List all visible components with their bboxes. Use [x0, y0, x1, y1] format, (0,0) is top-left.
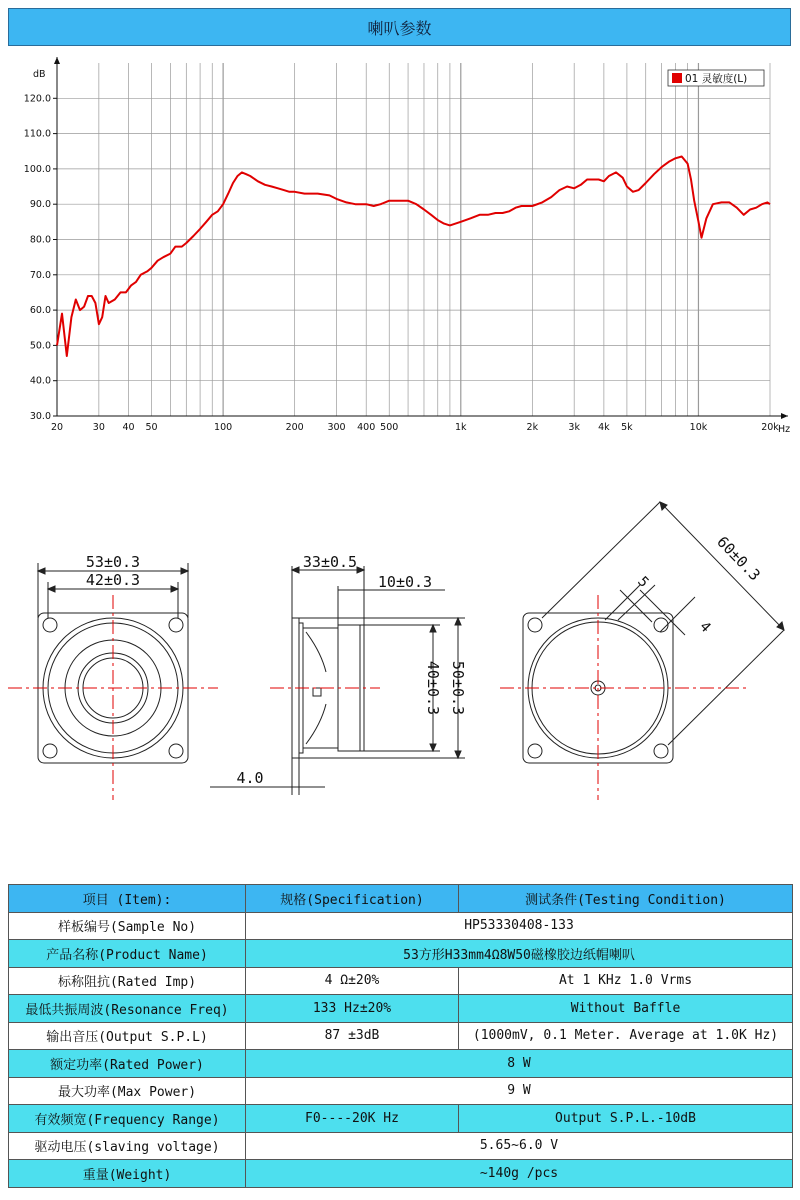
side-dim-flange: 10±0.3: [377, 573, 433, 591]
x-tick-label: 3k: [568, 422, 580, 433]
row-item: 输出音压(Output S.P.L): [9, 1022, 246, 1050]
dimension-drawings: [0, 490, 800, 820]
x-tick-label: 20: [50, 422, 64, 433]
x-tick-label: 100: [214, 422, 233, 433]
row-spec: 9 W: [246, 1077, 793, 1105]
row-item: 产品名称(Product Name): [9, 940, 246, 968]
table-row: [9, 995, 793, 1023]
row-spec: 8 W: [246, 1050, 793, 1078]
y-tick-label: 30.0: [29, 411, 51, 422]
table-row: [9, 912, 793, 940]
frequency-response-chart: [0, 55, 800, 440]
table-row: [9, 1050, 793, 1078]
front-view: [8, 563, 218, 800]
row-item: 标称阻抗(Rated Imp): [9, 967, 246, 995]
y-tick-label: 100.0: [23, 163, 51, 175]
row-spec: ~140g /pcs: [246, 1160, 793, 1188]
row-item: 样板编号(Sample No): [9, 912, 246, 940]
series-line: [57, 157, 770, 357]
row-cond: Output S.P.L.-10dB: [459, 1105, 793, 1133]
back-dim-5: 5: [634, 573, 652, 591]
row-spec: 5.65~6.0 V: [246, 1132, 793, 1160]
front-dim-outer: 53±0.3: [85, 553, 141, 571]
table-row: [9, 967, 793, 995]
table-row: [9, 1160, 793, 1188]
table-row: [9, 1022, 793, 1050]
x-tick-label: 40: [122, 422, 135, 433]
header-spec: 规格(Specification): [246, 885, 459, 913]
page-title: 喇叭参数: [8, 8, 791, 46]
header-cond: 测试条件(Testing Condition): [459, 885, 793, 913]
row-item: 有效频宽(Frequency Range): [9, 1105, 246, 1133]
x-axis-arrow: [781, 413, 788, 419]
table-row: [9, 1105, 793, 1133]
legend-label: 01 灵敏度(L): [685, 73, 748, 85]
x-tick-label: 20k: [761, 422, 779, 433]
header-item: 项目 (Item):: [9, 885, 246, 913]
x-tick-label: 5k: [621, 422, 633, 433]
x-tick-label: 10k: [689, 422, 708, 433]
row-item: 额定功率(Rated Power): [9, 1050, 246, 1078]
side-dim-magnet: 40±0.3: [424, 660, 442, 716]
y-tick-label: 40.0: [29, 375, 51, 387]
table-row: [9, 1077, 793, 1105]
row-spec: 53方形H33mm4Ω8W50磁橡胶边纸帽喇叭: [246, 940, 793, 968]
back-dim-4: 4: [696, 618, 714, 636]
x-tick-label: 4k: [598, 422, 610, 433]
row-spec: HP53330408-133: [246, 912, 793, 940]
row-item: 驱动电压(slaving voltage): [9, 1132, 246, 1160]
row-cond: (1000mV, 0.1 Meter. Average at 1.0K Hz): [459, 1022, 793, 1050]
row-item: 重量(Weight): [9, 1160, 246, 1188]
y-tick-label: 110.0: [23, 128, 51, 140]
table-row: [9, 940, 793, 968]
y-tick-label: 90.0: [29, 199, 51, 211]
row-spec: 87 ±3dB: [246, 1022, 459, 1050]
side-dim-height: 50±0.3: [449, 660, 467, 716]
y-tick-label: 80.0: [29, 234, 51, 246]
x-tick-label: 300: [327, 422, 346, 433]
row-cond: Without Baffle: [459, 995, 793, 1023]
row-spec: 133 Hz±20%: [246, 995, 459, 1023]
spec-table-header: [9, 885, 793, 913]
row-item: 最低共振周波(Resonance Freq): [9, 995, 246, 1023]
spec-table: [8, 884, 793, 1188]
x-tick-label: 2k: [526, 422, 539, 433]
y-axis-label: dB: [33, 69, 46, 80]
back-dim-diag: 60±0.3: [713, 532, 764, 585]
y-tick-label: 60.0: [29, 305, 51, 317]
x-tick-label: 400: [357, 422, 376, 433]
x-tick-label: 200: [285, 422, 304, 433]
side-dim-frame: 4.0: [236, 769, 264, 787]
y-tick-label: 50.0: [29, 340, 51, 352]
x-tick-label: 50: [145, 422, 158, 433]
row-cond: At 1 KHz 1.0 Vrms: [459, 967, 793, 995]
y-tick-label: 70.0: [29, 269, 51, 281]
back-view: [500, 502, 784, 800]
y-axis-arrow: [54, 57, 60, 64]
row-item: 最大功率(Max Power): [9, 1077, 246, 1105]
x-axis-label: Hz: [778, 424, 791, 435]
front-dim-inner: 42±0.3: [85, 571, 141, 589]
side-dim-depth: 33±0.5: [302, 553, 358, 571]
x-tick-label: 1k: [455, 422, 467, 433]
legend-swatch: [672, 73, 682, 83]
row-spec: F0----20K Hz: [246, 1105, 459, 1133]
y-tick-label: 120.0: [23, 93, 51, 105]
x-tick-label: 500: [380, 422, 399, 433]
row-spec: 4 Ω±20%: [246, 967, 459, 995]
table-row: [9, 1132, 793, 1160]
x-tick-label: 30: [92, 422, 105, 433]
